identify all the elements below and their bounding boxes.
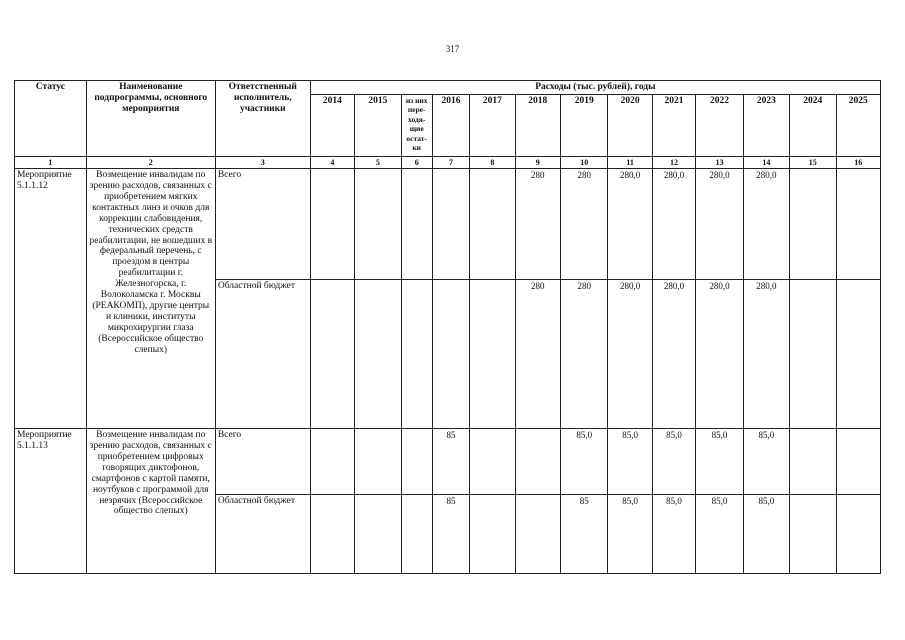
column-number: 8 bbox=[470, 157, 515, 169]
cell-value: 85 bbox=[432, 429, 469, 495]
column-number: 2 bbox=[86, 157, 215, 169]
header-executor: Ответственный исполнитель, участники bbox=[215, 81, 310, 157]
cell-value bbox=[470, 495, 515, 574]
header-year: 2014 bbox=[310, 95, 354, 157]
cell-value: 280,0 bbox=[652, 169, 695, 280]
table-row bbox=[15, 169, 881, 280]
cell-value bbox=[432, 169, 469, 280]
header-expenses: Расходы (тыс. рублей), годы bbox=[310, 81, 880, 95]
cell-value bbox=[470, 280, 515, 429]
cell-value: 280 bbox=[515, 169, 560, 280]
column-number: 10 bbox=[560, 157, 607, 169]
header-year: 2019 bbox=[560, 95, 607, 157]
cell-value: 280,0 bbox=[608, 280, 652, 429]
row-measure-name: Возмещение инвалидам по зрению расходов, связанных с приобретением цифровых говорящих диктофонов, смартфонов с картой памяти, ноутбуков с программой для незрячих (Всероссийское общество слепых) bbox=[86, 429, 215, 574]
header-year: 2021 bbox=[652, 95, 695, 157]
header-status: Статус bbox=[15, 81, 87, 157]
cell-value bbox=[515, 495, 560, 574]
header-year: 2015 bbox=[355, 95, 401, 157]
column-number: 9 bbox=[515, 157, 560, 169]
header-year: 2022 bbox=[696, 95, 743, 157]
cell-value bbox=[432, 280, 469, 429]
cell-value bbox=[790, 280, 836, 429]
column-number: 12 bbox=[652, 157, 695, 169]
cell-value: 85,0 bbox=[743, 495, 789, 574]
column-number: 3 bbox=[215, 157, 310, 169]
row-status: Мероприятие 5.1.1.13 bbox=[15, 429, 87, 574]
cell-value: 280 bbox=[515, 280, 560, 429]
table-row bbox=[15, 429, 881, 495]
column-number: 11 bbox=[608, 157, 652, 169]
cell-value bbox=[470, 429, 515, 495]
row-executor: Всего bbox=[215, 169, 310, 280]
column-number: 15 bbox=[790, 157, 836, 169]
column-number: 7 bbox=[432, 157, 469, 169]
cell-value: 85,0 bbox=[652, 495, 695, 574]
cell-value: 85,0 bbox=[608, 429, 652, 495]
header-year: 2023 bbox=[743, 95, 789, 157]
header-year: 2020 bbox=[608, 95, 652, 157]
cell-value: 280 bbox=[560, 169, 607, 280]
cell-value: 280,0 bbox=[696, 280, 743, 429]
cell-value: 85,0 bbox=[696, 429, 743, 495]
cell-value: 280,0 bbox=[743, 169, 789, 280]
cell-value: 280,0 bbox=[696, 169, 743, 280]
cell-value bbox=[836, 495, 881, 574]
cell-value bbox=[310, 429, 354, 495]
header-year: 2025 bbox=[836, 95, 881, 157]
cell-value: 85,0 bbox=[743, 429, 789, 495]
cell-value bbox=[836, 280, 881, 429]
column-number: 1 bbox=[15, 157, 87, 169]
cell-value: 280,0 bbox=[652, 280, 695, 429]
column-number: 13 bbox=[696, 157, 743, 169]
cell-value bbox=[310, 495, 354, 574]
cell-value bbox=[310, 169, 354, 280]
cell-value: 280,0 bbox=[743, 280, 789, 429]
cell-value: 85,0 bbox=[560, 429, 607, 495]
column-number: 4 bbox=[310, 157, 354, 169]
cell-value bbox=[355, 280, 401, 429]
row-executor: Областной бюджет bbox=[215, 280, 310, 429]
column-number: 16 bbox=[836, 157, 881, 169]
header-year: 2018 bbox=[515, 95, 560, 157]
cell-value bbox=[401, 495, 432, 574]
cell-value bbox=[355, 495, 401, 574]
header-year: 2016 bbox=[432, 95, 469, 157]
cell-value bbox=[515, 429, 560, 495]
row-executor: Всего bbox=[215, 429, 310, 495]
cell-value bbox=[355, 169, 401, 280]
column-number: 6 bbox=[401, 157, 432, 169]
cell-value: 85,0 bbox=[652, 429, 695, 495]
header-name: Наименование подпрограммы, основного мероприятия bbox=[86, 81, 215, 157]
cell-value bbox=[310, 280, 354, 429]
header-year: 2024 bbox=[790, 95, 836, 157]
cell-value bbox=[836, 429, 881, 495]
cell-value bbox=[790, 495, 836, 574]
cell-value bbox=[401, 429, 432, 495]
cell-value: 85 bbox=[560, 495, 607, 574]
cell-value bbox=[790, 429, 836, 495]
row-executor: Областной бюджет bbox=[215, 495, 310, 574]
cell-value: 85,0 bbox=[696, 495, 743, 574]
header-transfer-remainders: из них пере-ходя-щие остат-ки bbox=[401, 95, 432, 157]
cell-value bbox=[401, 280, 432, 429]
cell-value bbox=[790, 169, 836, 280]
cell-value bbox=[355, 429, 401, 495]
column-number: 5 bbox=[355, 157, 401, 169]
cell-value bbox=[401, 169, 432, 280]
cell-value bbox=[836, 169, 881, 280]
header-year: 2017 bbox=[470, 95, 515, 157]
budget-table bbox=[14, 80, 881, 574]
cell-value: 85,0 bbox=[608, 495, 652, 574]
cell-value: 280,0 bbox=[608, 169, 652, 280]
cell-value: 85 bbox=[432, 495, 469, 574]
row-measure-name: Возмещение инвалидам по зрению расходов, связанных с приобретением мягких контактных линз и очков для коррекции слабовидения, технических средств реабилитации, не вошедших в федеральный перечень, с проездом в центры реабилитации г. Железногорска, г. Волоколамска г. Москвы (РЕАКОМП), другие центры и клиники, институты микрохирургии глаза (Всероссийское общество слепых) bbox=[86, 169, 215, 429]
page-number: 317 bbox=[445, 44, 460, 54]
column-number: 14 bbox=[743, 157, 789, 169]
cell-value: 280 bbox=[560, 280, 607, 429]
cell-value bbox=[470, 169, 515, 280]
row-status: Мероприятие 5.1.1.12 bbox=[15, 169, 87, 429]
